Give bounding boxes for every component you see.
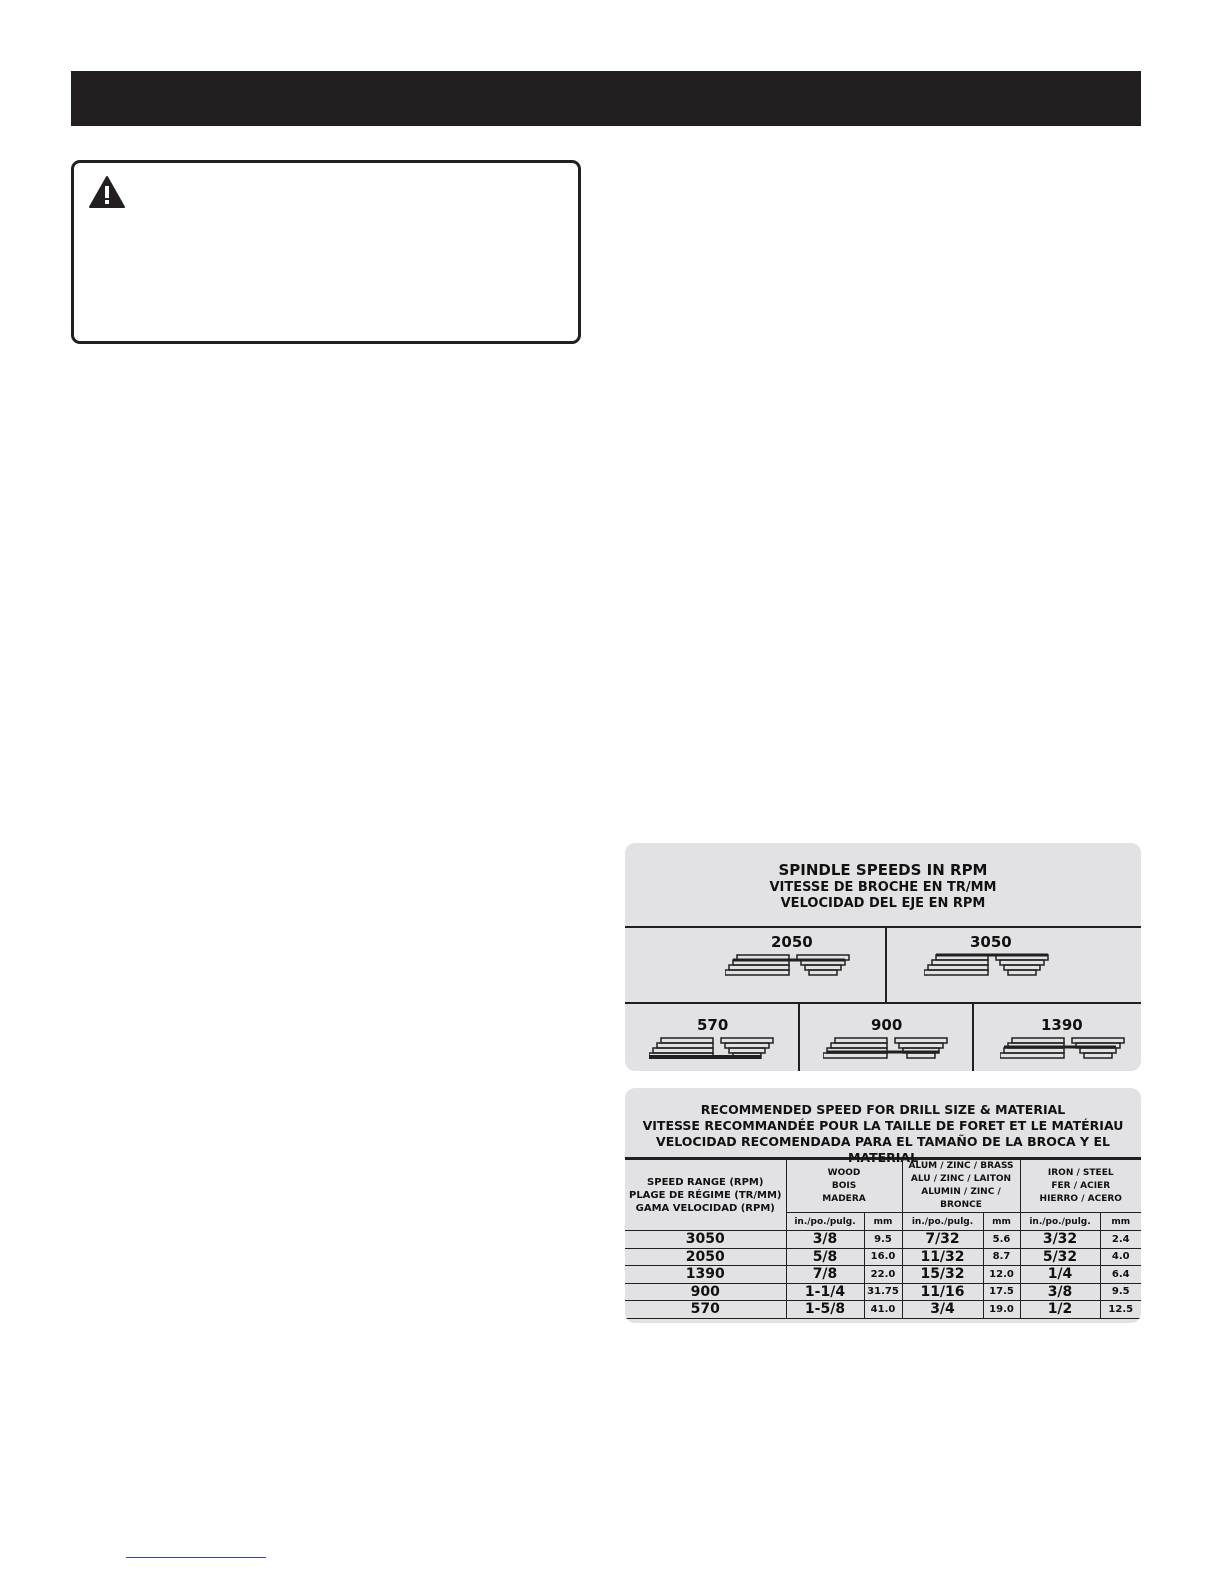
warning-box bbox=[71, 160, 581, 344]
alum-mm-cell: 5.6 bbox=[983, 1231, 1020, 1249]
recommended-speed-table bbox=[625, 1159, 1141, 1319]
wood-in-cell: 7/8 bbox=[786, 1266, 864, 1284]
iron-mm-cell: 4.0 bbox=[1100, 1248, 1141, 1266]
iron-in-cell: 1/4 bbox=[1020, 1266, 1100, 1284]
recommended-title: RECOMMENDED SPEED FOR DRILL SIZE & MATERIAL bbox=[700, 1102, 1066, 1117]
rpm-cell: 3050 bbox=[625, 1231, 786, 1249]
alum-in-cell: 11/32 bbox=[902, 1248, 983, 1266]
unit-mm-header: mm bbox=[1100, 1213, 1141, 1231]
speed-range-header bbox=[625, 1160, 786, 1231]
spindle-speeds-panel bbox=[625, 843, 1141, 1071]
pulley-diagram-3050 bbox=[924, 952, 1054, 978]
material-es: ALUMIN / ZINC / BRONCE bbox=[921, 1187, 1001, 1210]
iron-mm-cell: 2.4 bbox=[1100, 1231, 1141, 1249]
footer-link-underline bbox=[126, 1557, 266, 1558]
table-row bbox=[625, 1301, 1141, 1319]
iron-mm-cell: 12.5 bbox=[1100, 1301, 1141, 1319]
speed-range-header-en: SPEED RANGE (RPM) bbox=[647, 1176, 764, 1188]
alum-mm-cell: 12.0 bbox=[983, 1266, 1020, 1284]
rpm-cell: 2050 bbox=[625, 1248, 786, 1266]
material-fr: ALU / ZINC / LAITON bbox=[910, 1174, 1012, 1184]
material-en: ALUM / ZINC / BRASS bbox=[908, 1161, 1014, 1171]
table-row bbox=[625, 1231, 1141, 1249]
material-en: IRON / STEEL bbox=[1047, 1167, 1114, 1178]
material-header-wood bbox=[786, 1160, 902, 1213]
speed-label: 900 bbox=[871, 1016, 903, 1034]
alum-mm-cell: 8.7 bbox=[983, 1248, 1020, 1266]
speed-cell-3050 bbox=[887, 928, 1141, 1002]
speed-row-top bbox=[625, 928, 1141, 1004]
material-en: WOOD bbox=[827, 1167, 861, 1178]
speed-range-header-fr: PLAGE DE RÉGIME (TR/MM) bbox=[628, 1189, 782, 1201]
iron-in-cell: 5/32 bbox=[1020, 1248, 1100, 1266]
warning-icon bbox=[88, 175, 126, 209]
table-row bbox=[625, 1283, 1141, 1301]
speed-label: 3050 bbox=[970, 933, 1012, 951]
iron-in-cell: 3/32 bbox=[1020, 1231, 1100, 1249]
wood-in-cell: 1-1/4 bbox=[786, 1283, 864, 1301]
table-row bbox=[625, 1266, 1141, 1284]
iron-in-cell: 1/2 bbox=[1020, 1301, 1100, 1319]
speed-range-header-es: GAMA VELOCIDAD (RPM) bbox=[635, 1202, 775, 1214]
speed-label: 570 bbox=[697, 1016, 729, 1034]
unit-in-header: in./po./pulg. bbox=[1020, 1213, 1100, 1231]
material-es: MADERA bbox=[822, 1193, 866, 1204]
speed-row-bottom bbox=[625, 1004, 1141, 1071]
wood-in-cell: 1-5/8 bbox=[786, 1301, 864, 1319]
material-es: HIERRO / ACERO bbox=[1039, 1193, 1122, 1204]
wood-mm-cell: 16.0 bbox=[864, 1248, 902, 1266]
iron-in-cell: 3/8 bbox=[1020, 1283, 1100, 1301]
pulley-diagram-2050 bbox=[725, 952, 855, 978]
pulley-diagram-570 bbox=[649, 1035, 779, 1061]
spindle-speeds-title: SPINDLE SPEEDS IN RPM bbox=[778, 861, 988, 879]
material-header-iron bbox=[1020, 1160, 1141, 1213]
spindle-speeds-title-fr: VITESSE DE BROCHE EN TR/MM bbox=[769, 880, 997, 895]
material-fr: BOIS bbox=[831, 1180, 857, 1191]
material-fr: FER / ACIER bbox=[1051, 1180, 1111, 1191]
spindle-speeds-header bbox=[625, 843, 1141, 928]
wood-in-cell: 5/8 bbox=[786, 1248, 864, 1266]
table-row bbox=[625, 1248, 1141, 1266]
recommended-title-fr: VITESSE RECOMMANDÉE POUR LA TAILLE DE FORET ET LE MATÉRIAU bbox=[642, 1118, 1124, 1133]
recommended-title-es: VELOCIDAD RECOMENDADA PARA EL TAMAÑO DE LA BROCA Y EL MATERIAL bbox=[656, 1134, 1110, 1165]
unit-mm-header: mm bbox=[864, 1213, 902, 1231]
spindle-speeds-title-es: VELOCIDAD DEL EJE EN RPM bbox=[780, 896, 986, 911]
rpm-cell: 570 bbox=[625, 1301, 786, 1319]
wood-mm-cell: 9.5 bbox=[864, 1231, 902, 1249]
speed-label: 1390 bbox=[1041, 1016, 1083, 1034]
pulley-diagram-1390 bbox=[1000, 1035, 1130, 1061]
iron-mm-cell: 9.5 bbox=[1100, 1283, 1141, 1301]
speed-cell-900 bbox=[800, 1004, 972, 1071]
wood-mm-cell: 41.0 bbox=[864, 1301, 902, 1319]
speed-label: 2050 bbox=[771, 933, 813, 951]
recommended-speed-header bbox=[625, 1088, 1141, 1165]
alum-in-cell: 3/4 bbox=[902, 1301, 983, 1319]
wood-in-cell: 3/8 bbox=[786, 1231, 864, 1249]
recommended-speed-panel bbox=[625, 1088, 1141, 1323]
pulley-diagram-900 bbox=[823, 1035, 953, 1061]
rpm-cell: 1390 bbox=[625, 1266, 786, 1284]
iron-mm-cell: 6.4 bbox=[1100, 1266, 1141, 1284]
speed-cell-1390 bbox=[974, 1004, 1141, 1071]
rpm-cell: 900 bbox=[625, 1283, 786, 1301]
alum-mm-cell: 19.0 bbox=[983, 1301, 1020, 1319]
wood-mm-cell: 22.0 bbox=[864, 1266, 902, 1284]
section-header-bar bbox=[71, 71, 1141, 126]
material-header-alum bbox=[902, 1160, 1020, 1213]
speed-cell-570 bbox=[625, 1004, 798, 1071]
alum-in-cell: 11/16 bbox=[902, 1283, 983, 1301]
alum-in-cell: 15/32 bbox=[902, 1266, 983, 1284]
wood-mm-cell: 31.75 bbox=[864, 1283, 902, 1301]
speed-cell-2050 bbox=[625, 928, 885, 1002]
unit-in-header: in./po./pulg. bbox=[786, 1213, 864, 1231]
alum-in-cell: 7/32 bbox=[902, 1231, 983, 1249]
unit-in-header: in./po./pulg. bbox=[902, 1213, 983, 1231]
unit-mm-header: mm bbox=[983, 1213, 1020, 1231]
alum-mm-cell: 17.5 bbox=[983, 1283, 1020, 1301]
